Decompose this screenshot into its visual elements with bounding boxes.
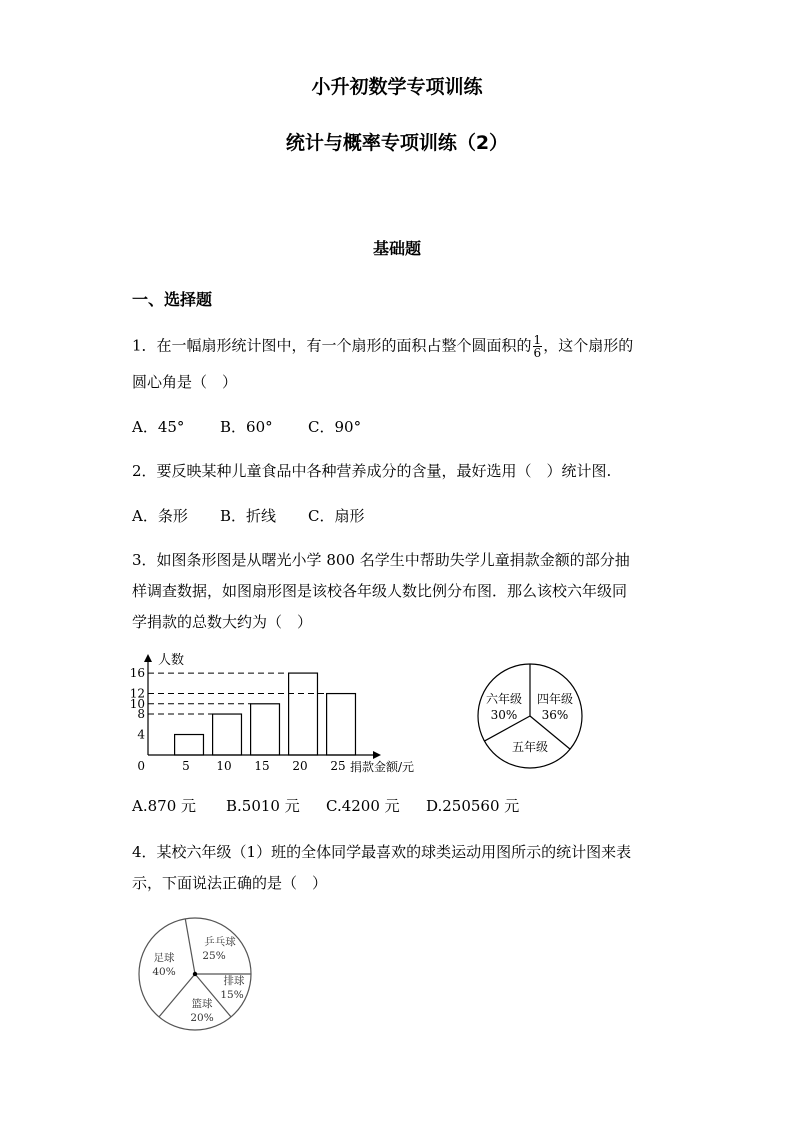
pie4-basketball-name: 篮球 [191,998,213,1010]
x-axis-arrow [373,751,381,759]
q1-fraction [533,334,543,359]
pie4-basketball-pct: 20% [190,1012,214,1024]
pie3-grade6-pct: 30% [490,708,518,722]
q2-option-c[interactable]: C．扇形 [308,507,365,525]
origin-label: 0 [137,759,145,773]
bar-10 [213,714,242,755]
y-tick-label: 8 [137,707,145,722]
bar-layer [148,673,355,755]
q1-option-a[interactable]: A．45° [132,418,185,436]
doc-title: 小升初数学专项训练 [311,76,483,98]
xtick-layer [182,759,345,773]
pie3-grade5-name: 五年级 [511,740,549,754]
q1-options [132,417,361,437]
doc-subtitle: 统计与概率专项训练（2） [285,132,509,154]
pie4-center-dot [193,972,197,976]
pie4-volleyball-pct: 15% [220,989,244,1001]
pie4-pingpong-pct: 25% [202,950,226,962]
pie4-pingpong-name: 乒乓球 [204,936,236,948]
bar-15 [251,704,280,755]
q1-text-before: 1．在一幅扇形统计图中，有一个扇形的面积占整个圆面积的 [132,336,532,355]
y-axis-arrow [144,654,152,662]
q3-options [132,796,519,816]
q2-text: 2．要反映某种儿童食品中各种营养成分的含量，最好选用（ ）统计图. [132,462,612,480]
q2-options [132,506,364,526]
grade-pie-chart [470,660,590,780]
donation-bar-chart [125,645,435,780]
y-tick-label: 16 [129,666,145,681]
pie4-football-pct: 40% [152,966,176,978]
q3-option-c[interactable]: C.4200 元 [326,797,400,815]
y-tick-label: 4 [137,727,145,742]
x-axis-label: 捐款金额/元 [350,760,415,774]
q4-line1: 4．某校六年级（1）班的全体同学最喜欢的球类运动用图所示的统计图来表 [132,843,632,861]
q3-line1: 3．如图条形图是从曙光小学 800 名学生中帮助失学儿童捐款金额的部分抽 [132,551,630,569]
y-axis-label: 人数 [158,653,185,668]
q1-line1 [132,334,633,359]
q1-line2: 圆心角是（ ） [132,373,238,391]
bar-25 [327,694,356,755]
x-tick-label: 25 [330,759,346,773]
pie3-grade4-name: 四年级 [536,692,574,706]
pie4-football-name: 足球 [153,952,175,964]
q2-option-b[interactable]: B．折线 [220,507,277,525]
x-tick-label: 15 [254,759,270,773]
level-heading: 基础题 [372,239,421,258]
ytick-layer [130,666,146,741]
q3-line2: 样调查数据，如图扇形图是该校各年级人数比例分布图．那么该校六年级同 [132,582,628,600]
section-heading: 一、选择题 [132,290,213,309]
x-tick-label: 10 [216,759,232,773]
x-tick-label: 5 [182,759,190,773]
y-tick-label: 12 [129,686,145,701]
pie3-grade4-pct: 36% [541,708,569,722]
q3-line3: 学捐款的总数大约为（ ） [132,613,313,631]
bar-5 [175,735,204,755]
q1-frac-den: 6 [533,346,542,360]
q4-line2: 示，下面说法正确的是（ ） [132,874,328,892]
q3-option-d[interactable]: D.250560 元 [426,797,520,815]
ball-pie-chart [134,916,256,1038]
x-tick-label: 20 [292,759,308,773]
y-tick-label: 10 [129,696,145,711]
pie4-volleyball-name: 排球 [223,975,245,987]
q1-frac-num: 1 [533,333,542,347]
q3-option-a[interactable]: A.870 元 [132,797,196,815]
q3-option-b[interactable]: B.5010 元 [226,797,300,815]
q2-option-a[interactable]: A．条形 [132,507,188,525]
pie3-grade6-name: 六年级 [485,692,523,706]
q1-option-c[interactable]: C．90° [308,418,362,436]
bar-20 [289,673,318,755]
q1-option-b[interactable]: B．60° [220,418,273,436]
q1-text-after: ，这个扇形的 [543,336,634,355]
